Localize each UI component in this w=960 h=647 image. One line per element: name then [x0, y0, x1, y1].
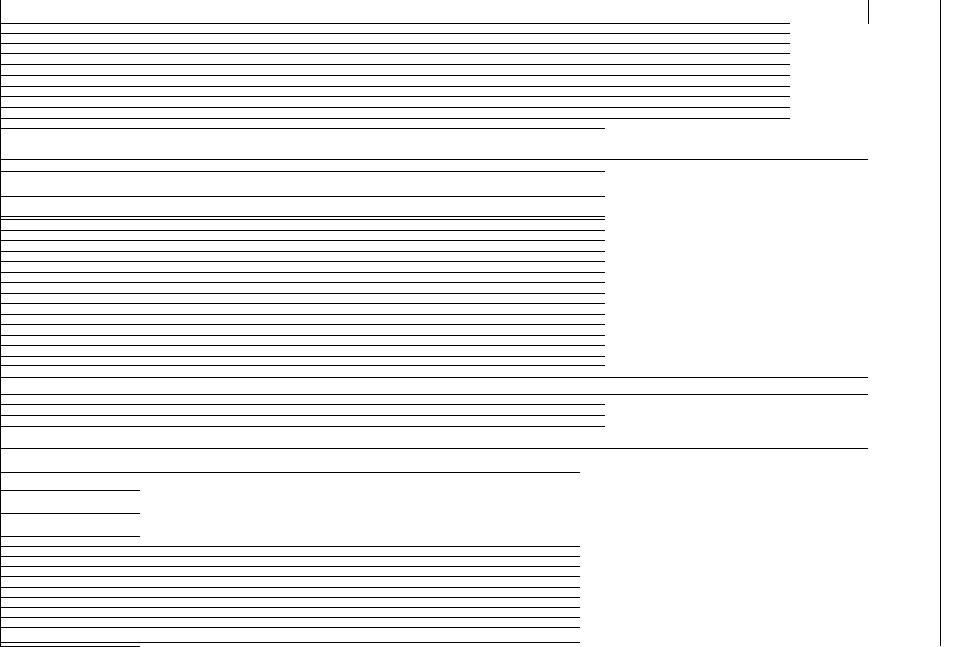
row-rule [0, 219, 605, 220]
row-rule [0, 324, 605, 325]
row-rule [0, 576, 580, 577]
row-rule [0, 448, 868, 449]
row-rule [0, 23, 790, 24]
row-rule [0, 196, 605, 197]
row-rule [0, 415, 605, 416]
row-rule [0, 272, 605, 273]
column-rule [0, 0, 1, 646]
row-rule [0, 617, 580, 618]
row-rule [0, 335, 605, 336]
row-rule [0, 566, 580, 567]
row-rule [0, 261, 605, 262]
row-rule [0, 556, 580, 557]
column-rule [940, 0, 941, 646]
row-rule [0, 536, 140, 537]
row-rule [0, 107, 790, 108]
row-rule [0, 128, 605, 129]
row-rule [0, 282, 605, 283]
row-rule [0, 627, 580, 628]
row-rule [0, 33, 790, 34]
row-rule [0, 472, 580, 473]
row-rule [0, 293, 605, 294]
row-rule [0, 96, 790, 97]
column-rule [868, 0, 869, 24]
row-rule [0, 513, 140, 514]
row-rule [0, 86, 790, 87]
row-rule [0, 216, 605, 217]
row-rule [0, 587, 580, 588]
row-rule [0, 404, 605, 405]
row-rule [0, 394, 868, 395]
row-rule [0, 642, 580, 643]
row-rule [0, 118, 605, 119]
row-rule [0, 314, 605, 315]
row-rule [0, 303, 605, 304]
row-rule [0, 546, 580, 547]
row-rule [0, 171, 605, 172]
row-rule [0, 75, 790, 76]
row-rule [0, 159, 868, 160]
row-rule [0, 597, 580, 598]
row-rule [0, 365, 605, 366]
row-rule [0, 230, 605, 231]
row-rule [0, 53, 790, 54]
row-rule [0, 490, 140, 491]
row-rule [0, 64, 790, 65]
row-rule [0, 426, 605, 427]
row-rule [0, 356, 605, 357]
row-rule [0, 377, 868, 378]
row-rule [0, 43, 790, 44]
row-rule [0, 240, 605, 241]
row-rule [0, 251, 605, 252]
row-rule [0, 607, 580, 608]
row-rule [0, 345, 605, 346]
